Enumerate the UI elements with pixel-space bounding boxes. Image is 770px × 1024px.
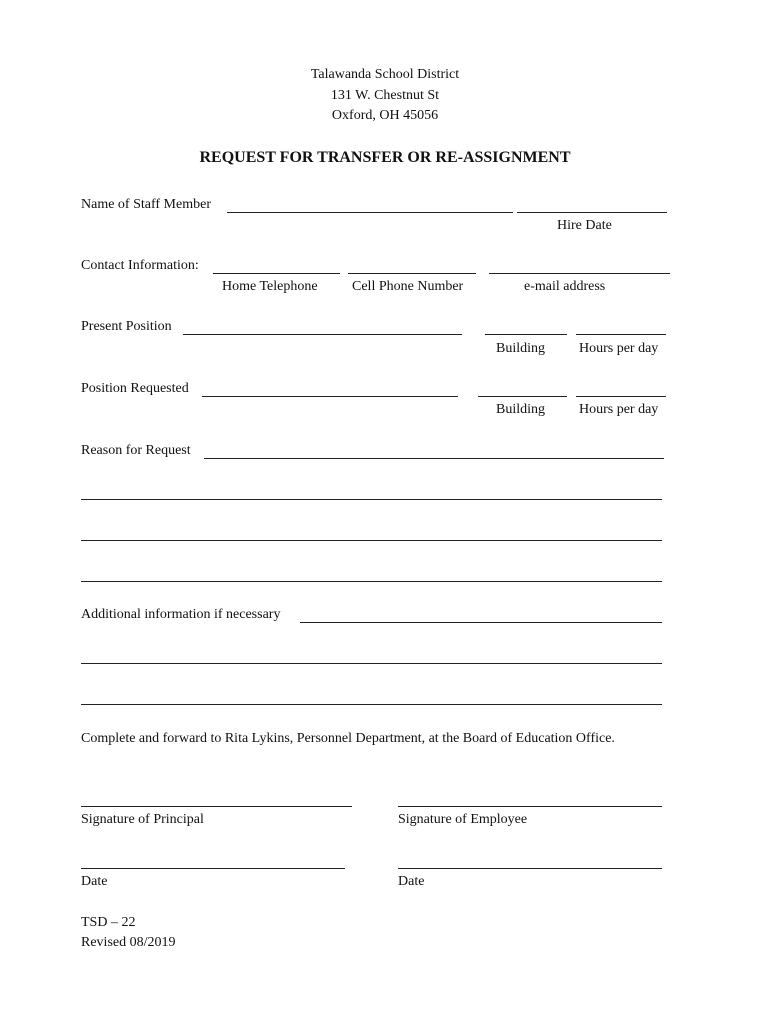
district-city: Oxford, OH 45056 xyxy=(331,108,439,123)
requested-building-field[interactable] xyxy=(478,396,567,397)
cell-phone-field[interactable] xyxy=(348,273,476,274)
present-hours-field[interactable] xyxy=(576,334,666,335)
employee-date-caption: Date xyxy=(398,874,425,889)
requested-hours-field[interactable] xyxy=(576,396,666,397)
contact-label: Contact Information: xyxy=(81,258,199,273)
position-requested-label: Position Requested xyxy=(81,381,189,396)
email-caption: e-mail address xyxy=(524,279,606,294)
district-name: Talawanda School District xyxy=(310,67,460,82)
present-position-label: Present Position xyxy=(81,319,172,334)
form-title: REQUEST FOR TRANSFER OR RE-ASSIGNMENT xyxy=(199,149,571,166)
additional-info-line[interactable] xyxy=(81,704,662,705)
additional-info-line[interactable] xyxy=(300,622,662,623)
reason-field-line[interactable] xyxy=(81,581,662,582)
reason-field-line[interactable] xyxy=(81,540,662,541)
employee-date-field[interactable] xyxy=(398,868,662,869)
requested-hours-caption: Hours per day xyxy=(579,402,659,417)
home-telephone-caption: Home Telephone xyxy=(222,279,318,294)
additional-info-line[interactable] xyxy=(81,663,662,664)
reason-field-line[interactable] xyxy=(81,499,662,500)
present-hours-caption: Hours per day xyxy=(579,341,659,356)
additional-info-label: Additional information if necessary xyxy=(81,607,281,622)
reason-label: Reason for Request xyxy=(81,443,191,458)
employee-signature-caption: Signature of Employee xyxy=(398,812,528,827)
present-building-caption: Building xyxy=(496,341,546,356)
employee-signature-field[interactable] xyxy=(398,806,662,807)
hire-date-caption: Hire Date xyxy=(557,218,612,233)
present-position-field[interactable] xyxy=(183,334,462,335)
present-building-field[interactable] xyxy=(485,334,567,335)
hire-date-field[interactable] xyxy=(517,212,667,213)
requested-building-caption: Building xyxy=(496,402,546,417)
email-field[interactable] xyxy=(489,273,670,274)
revision-date: Revised 08/2019 xyxy=(81,935,176,950)
home-telephone-field[interactable] xyxy=(213,273,340,274)
district-street: 131 W. Chestnut St xyxy=(330,88,440,103)
position-requested-field[interactable] xyxy=(202,396,458,397)
form-code: TSD – 22 xyxy=(81,915,136,930)
cell-phone-caption: Cell Phone Number xyxy=(352,279,464,294)
principal-signature-caption: Signature of Principal xyxy=(81,812,204,827)
principal-signature-field[interactable] xyxy=(81,806,352,807)
staff-member-field[interactable] xyxy=(227,212,513,213)
principal-date-field[interactable] xyxy=(81,868,345,869)
reason-field-line[interactable] xyxy=(204,458,664,459)
principal-date-caption: Date xyxy=(81,874,108,889)
staff-member-label: Name of Staff Member xyxy=(81,197,211,212)
instructions-text: Complete and forward to Rita Lykins, Personnel Department, at the Board of Education Office. xyxy=(81,731,615,746)
